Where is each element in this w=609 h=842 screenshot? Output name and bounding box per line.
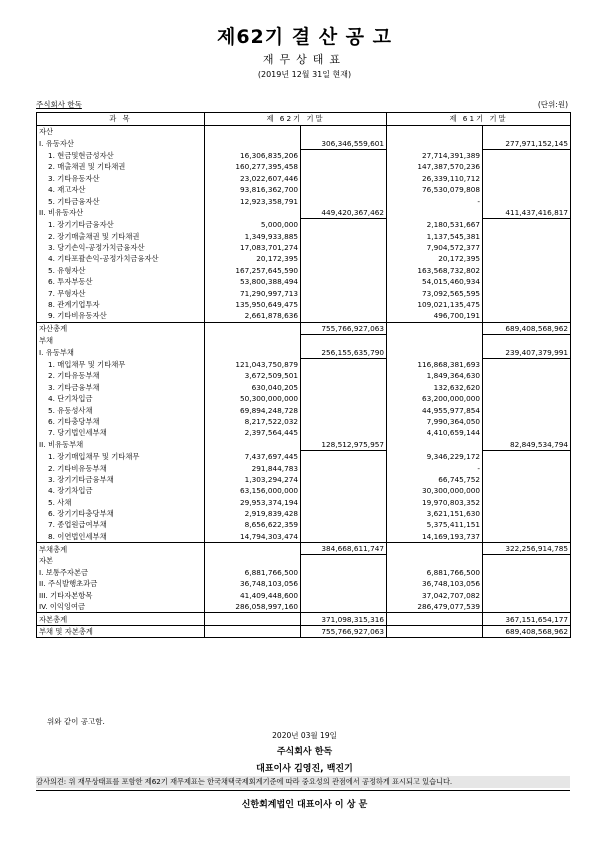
amount-61-detail: 30,300,000,000 [387, 485, 483, 496]
amount-61-subtotal [483, 393, 571, 404]
table-row [37, 310, 571, 322]
amount-61-subtotal [483, 149, 571, 161]
amount-62-subtotal: 449,420,367,462 [301, 207, 387, 219]
amount-61-detail: 116,868,381,693 [387, 358, 483, 370]
row-label: 7. 당기법인세부채 [37, 427, 205, 438]
row-label: 7. 종업원급여부채 [37, 519, 205, 530]
amount-62-detail: 630,040,205 [205, 382, 301, 393]
divider [36, 790, 570, 791]
table-row [37, 137, 571, 149]
table-row [37, 427, 571, 438]
amount-61-subtotal [483, 335, 571, 347]
row-label: 2. 매출채권 및 기타채권 [37, 161, 205, 172]
row-label: 자산 [37, 126, 205, 138]
footer-company: 주식회사 한독 [276, 747, 333, 757]
amount-62-detail: 29,953,374,194 [205, 497, 301, 508]
amount-61-subtotal [483, 382, 571, 393]
table-row [37, 149, 571, 161]
table-row [37, 242, 571, 253]
amount-61-subtotal [483, 474, 571, 485]
amount-62-subtotal: 256,155,635,790 [301, 346, 387, 358]
table-row [37, 555, 571, 567]
amount-61-subtotal [483, 126, 571, 138]
table-row [37, 195, 571, 206]
amount-62-subtotal: 128,512,975,957 [301, 439, 387, 451]
balance-sheet-table [36, 112, 571, 638]
amount-62-detail: 6,881,766,500 [205, 567, 301, 578]
auditor-name: 신한회계법인 대표이사 이 상 문 [241, 800, 368, 810]
row-label: I. 유동부채 [37, 346, 205, 358]
amount-62-subtotal [301, 474, 387, 485]
amount-61-subtotal [483, 485, 571, 496]
amount-62-detail [205, 126, 301, 138]
amount-61-detail: 1,137,545,381 [387, 231, 483, 242]
amount-62-detail: 291,844,783 [205, 462, 301, 473]
table-row [37, 207, 571, 219]
table-row [37, 543, 571, 555]
amount-62-detail: 16,306,835,206 [205, 149, 301, 161]
amount-61-subtotal [483, 358, 571, 370]
table-row [37, 358, 571, 370]
amount-62-detail: 17,083,701,274 [205, 242, 301, 253]
amount-62-subtotal [301, 427, 387, 438]
amount-61-detail [387, 322, 483, 334]
amount-61-subtotal [483, 450, 571, 462]
amount-61-subtotal: 367,151,654,177 [483, 613, 571, 625]
amount-61-detail [387, 625, 483, 637]
amount-62-subtotal [301, 404, 387, 415]
amount-62-detail: 8,217,522,032 [205, 416, 301, 427]
table-row [37, 474, 571, 485]
amount-61-detail: 496,700,191 [387, 310, 483, 322]
amount-62-detail: 160,277,395,458 [205, 161, 301, 172]
amount-61-detail [387, 137, 483, 149]
amount-62-subtotal [301, 497, 387, 508]
amount-61-subtotal: 239,407,379,991 [483, 346, 571, 358]
row-label: 5. 사채 [37, 497, 205, 508]
amount-62-subtotal [301, 358, 387, 370]
row-label: 자본 [37, 555, 205, 567]
row-label: 자본총계 [37, 613, 205, 625]
table-row [37, 567, 571, 578]
amount-61-subtotal [483, 265, 571, 276]
amount-61-subtotal [483, 195, 571, 206]
table-row [37, 253, 571, 264]
amount-62-subtotal [301, 590, 387, 601]
amount-61-detail: - [387, 195, 483, 206]
announcement-date: 2020년 03월 19일 [272, 731, 337, 740]
amount-62-subtotal [301, 531, 387, 543]
row-label: 1. 장기매입채무 및 기타채무 [37, 450, 205, 462]
amount-62-subtotal: 755,766,927,063 [301, 322, 387, 334]
amount-62-subtotal [301, 508, 387, 519]
audit-opinion: 감사의견: 위 재무상태표를 포함한 제62기 재무제표는 한국채택국제회계기준에 따라 중요성의 관점에서 공정하게 표시되고 있습니다. [36, 776, 570, 788]
amount-62-subtotal [301, 393, 387, 404]
amount-61-detail: 19,970,803,352 [387, 497, 483, 508]
row-label: 3. 기타금융부채 [37, 382, 205, 393]
amount-61-detail [387, 126, 483, 138]
amount-61-detail: 109,021,135,475 [387, 299, 483, 310]
row-label: II. 비유동자산 [37, 207, 205, 219]
row-label: II. 주식발행초과금 [37, 578, 205, 589]
row-label: 2. 기타비유동부채 [37, 462, 205, 473]
amount-62-detail: 2,661,878,636 [205, 310, 301, 322]
row-label: 부채총계 [37, 543, 205, 555]
amount-61-subtotal: 277,971,152,145 [483, 137, 571, 149]
amount-61-detail [387, 543, 483, 555]
amount-62-detail: 63,156,000,000 [205, 485, 301, 496]
amount-61-detail: 73,092,565,595 [387, 287, 483, 298]
col-header-period-61: 제 61기 기말 [387, 113, 571, 126]
row-label: 2. 기타유동부채 [37, 370, 205, 381]
row-label: 5. 유형자산 [37, 265, 205, 276]
amount-61-subtotal [483, 242, 571, 253]
amount-61-subtotal [483, 299, 571, 310]
amount-62-detail: 5,000,000 [205, 219, 301, 231]
amount-61-detail: 63,200,000,000 [387, 393, 483, 404]
amount-61-subtotal [483, 578, 571, 589]
table-row [37, 265, 571, 276]
amount-62-subtotal [301, 126, 387, 138]
amount-62-subtotal [301, 149, 387, 161]
amount-62-detail: 14,794,303,474 [205, 531, 301, 543]
row-label: IV. 이익잉여금 [37, 601, 205, 613]
row-label: 1. 현금및현금성자산 [37, 149, 205, 161]
table-row [37, 161, 571, 172]
row-label: 3. 당기손익-공정가치금융자산 [37, 242, 205, 253]
row-label: 8. 관계기업투자 [37, 299, 205, 310]
amount-62-subtotal [301, 382, 387, 393]
row-label: 3. 장기기타금융부채 [37, 474, 205, 485]
amount-61-subtotal [483, 287, 571, 298]
table-row [37, 601, 571, 613]
amount-62-subtotal [301, 231, 387, 242]
amount-61-subtotal [483, 508, 571, 519]
row-label: 1. 매입채무 및 기타채무 [37, 358, 205, 370]
amount-62-subtotal [301, 567, 387, 578]
amount-61-subtotal [483, 601, 571, 613]
amount-62-subtotal [301, 462, 387, 473]
amount-61-detail: 2,180,531,667 [387, 219, 483, 231]
amount-61-detail: 5,375,411,151 [387, 519, 483, 530]
amount-61-detail: 66,745,752 [387, 474, 483, 485]
row-label: 자산총계 [37, 322, 205, 334]
amount-62-subtotal [301, 335, 387, 347]
amount-61-detail: 54,015,460,934 [387, 276, 483, 287]
amount-61-detail: 44,955,977,854 [387, 404, 483, 415]
amount-62-subtotal: 371,098,315,316 [301, 613, 387, 625]
row-label: 9. 기타비유동자산 [37, 310, 205, 322]
amount-61-subtotal [483, 173, 571, 184]
amount-62-subtotal [301, 173, 387, 184]
amount-61-subtotal [483, 276, 571, 287]
amount-62-subtotal [301, 555, 387, 567]
row-label: 7. 무형자산 [37, 287, 205, 298]
amount-62-subtotal [301, 265, 387, 276]
amount-62-detail: 2,397,564,445 [205, 427, 301, 438]
amount-61-subtotal [483, 370, 571, 381]
row-label: 3. 기타유동자산 [37, 173, 205, 184]
amount-61-subtotal [483, 231, 571, 242]
amount-62-detail: 71,290,997,713 [205, 287, 301, 298]
table-row [37, 497, 571, 508]
table-body [37, 126, 571, 638]
amount-61-subtotal [483, 184, 571, 195]
amount-61-detail: 286,479,077,539 [387, 601, 483, 613]
amount-62-subtotal [301, 519, 387, 530]
table-row [37, 439, 571, 451]
amount-61-subtotal [483, 462, 571, 473]
amount-62-subtotal: 306,346,559,601 [301, 137, 387, 149]
amount-61-detail: 7,904,572,377 [387, 242, 483, 253]
amount-62-detail [205, 346, 301, 358]
announcement-note: 위와 같이 공고함. [47, 717, 105, 726]
amount-62-subtotal [301, 310, 387, 322]
amount-61-detail [387, 346, 483, 358]
amount-62-detail: 2,919,839,428 [205, 508, 301, 519]
amount-62-detail [205, 322, 301, 334]
table-row [37, 590, 571, 601]
amount-61-subtotal [483, 219, 571, 231]
amount-62-detail [205, 625, 301, 637]
amount-62-detail: 23,022,607,446 [205, 173, 301, 184]
amount-62-detail [205, 555, 301, 567]
company-name: 주식회사 한독 [36, 100, 82, 109]
amount-61-detail [387, 335, 483, 347]
amount-62-detail [205, 335, 301, 347]
table-row [37, 531, 571, 543]
table-row [37, 462, 571, 473]
amount-61-subtotal [483, 427, 571, 438]
amount-61-detail: 36,748,103,056 [387, 578, 483, 589]
row-label: I. 유동자산 [37, 137, 205, 149]
amount-62-detail: 167,257,645,590 [205, 265, 301, 276]
amount-61-subtotal [483, 161, 571, 172]
row-label: III. 기타자본항목 [37, 590, 205, 601]
report-date: (2019년 12월 31일 현재) [257, 70, 352, 79]
amount-62-detail: 93,816,362,700 [205, 184, 301, 195]
amount-62-detail: 286,058,997,160 [205, 601, 301, 613]
table-row [37, 625, 571, 637]
amount-61-detail: 1,849,364,630 [387, 370, 483, 381]
table-row [37, 393, 571, 404]
amount-62-detail: 1,349,933,885 [205, 231, 301, 242]
table-row [37, 382, 571, 393]
col-header-account: 과 목 [37, 113, 205, 126]
amount-61-subtotal: 689,408,568,962 [483, 322, 571, 334]
amount-62-subtotal [301, 485, 387, 496]
table-row [37, 613, 571, 625]
table-row [37, 370, 571, 381]
table-row [37, 287, 571, 298]
row-label: 8. 이연법인세부채 [37, 531, 205, 543]
table-row [37, 322, 571, 334]
amount-62-detail [205, 207, 301, 219]
amount-62-subtotal [301, 299, 387, 310]
row-label: 6. 기타충당부채 [37, 416, 205, 427]
amount-62-subtotal [301, 287, 387, 298]
amount-62-detail: 3,672,509,501 [205, 370, 301, 381]
amount-62-detail: 12,923,358,791 [205, 195, 301, 206]
amount-62-subtotal [301, 276, 387, 287]
table-row [37, 276, 571, 287]
row-label: 2. 장기매출채권 및 기타채권 [37, 231, 205, 242]
amount-62-subtotal [301, 450, 387, 462]
amount-62-subtotal [301, 161, 387, 172]
row-label: I. 보통주자본금 [37, 567, 205, 578]
table-row [37, 416, 571, 427]
amount-61-detail: 3,621,151,630 [387, 508, 483, 519]
document-subtitle: 재무상태표 [262, 53, 347, 66]
amount-62-subtotal [301, 184, 387, 195]
amount-62-detail [205, 543, 301, 555]
table-row [37, 578, 571, 589]
amount-61-subtotal [483, 416, 571, 427]
row-label: 부채 [37, 335, 205, 347]
row-label: 4. 재고자산 [37, 184, 205, 195]
amount-61-detail: 76,530,079,808 [387, 184, 483, 195]
amount-62-subtotal: 755,766,927,063 [301, 625, 387, 637]
amount-61-detail [387, 555, 483, 567]
amount-62-detail: 50,300,000,000 [205, 393, 301, 404]
row-label: 5. 기타금융자산 [37, 195, 205, 206]
amount-62-subtotal [301, 416, 387, 427]
amount-61-detail: 27,714,391,389 [387, 149, 483, 161]
page-title: 제62기 결 산 공 고 [216, 26, 393, 48]
row-label: 1. 장기기타금융자산 [37, 219, 205, 231]
amount-61-subtotal [483, 310, 571, 322]
amount-61-subtotal [483, 497, 571, 508]
table-row [37, 508, 571, 519]
amount-61-detail [387, 207, 483, 219]
amount-62-detail: 7,437,697,445 [205, 450, 301, 462]
table-row [37, 346, 571, 358]
amount-62-subtotal [301, 578, 387, 589]
amount-62-detail: 135,950,649,475 [205, 299, 301, 310]
amount-62-detail: 121,043,750,879 [205, 358, 301, 370]
amount-61-detail: 7,990,364,050 [387, 416, 483, 427]
row-label: II. 비유동부채 [37, 439, 205, 451]
table-row [37, 335, 571, 347]
amount-62-subtotal [301, 219, 387, 231]
amount-62-detail: 41,409,448,600 [205, 590, 301, 601]
row-label: 부채 및 자본총계 [37, 625, 205, 637]
table-row [37, 519, 571, 530]
amount-61-detail: 9,346,229,172 [387, 450, 483, 462]
table-row [37, 173, 571, 184]
amount-61-detail: 147,387,570,236 [387, 161, 483, 172]
amount-61-subtotal [483, 404, 571, 415]
row-label: 5. 유동성사채 [37, 404, 205, 415]
table-row [37, 231, 571, 242]
amount-61-detail [387, 439, 483, 451]
amount-61-detail [387, 613, 483, 625]
table-row [37, 126, 571, 138]
amount-61-subtotal: 322,256,914,785 [483, 543, 571, 555]
amount-61-detail: 14,169,193,737 [387, 531, 483, 543]
amount-62-detail: 69,894,248,728 [205, 404, 301, 415]
amount-61-detail: 163,568,732,802 [387, 265, 483, 276]
row-label: 6. 장기기타충당부채 [37, 508, 205, 519]
amount-61-subtotal [483, 253, 571, 264]
amount-61-detail: - [387, 462, 483, 473]
col-header-period-62: 제 62기 기말 [205, 113, 387, 126]
amount-62-detail [205, 613, 301, 625]
table-row [37, 299, 571, 310]
amount-61-subtotal [483, 531, 571, 543]
unit-label: (단위:원) [537, 100, 568, 109]
amount-62-detail [205, 137, 301, 149]
amount-61-detail: 4,410,659,144 [387, 427, 483, 438]
amount-62-subtotal [301, 242, 387, 253]
row-label: 4. 기타포괄손익-공정가치금융자산 [37, 253, 205, 264]
amount-62-subtotal: 384,668,611,747 [301, 543, 387, 555]
table-header-row [37, 113, 571, 126]
amount-61-subtotal [483, 519, 571, 530]
amount-62-subtotal [301, 195, 387, 206]
amount-62-subtotal [301, 601, 387, 613]
table-row [37, 485, 571, 496]
amount-61-subtotal [483, 567, 571, 578]
amount-61-subtotal [483, 590, 571, 601]
footer-ceo: 대표이사 김영진, 백진기 [256, 764, 353, 774]
row-label: 6. 투자부동산 [37, 276, 205, 287]
table-row [37, 404, 571, 415]
amount-62-detail: 8,656,622,359 [205, 519, 301, 530]
table-row [37, 450, 571, 462]
amount-62-subtotal [301, 370, 387, 381]
amount-61-subtotal: 82,849,534,794 [483, 439, 571, 451]
table-row [37, 184, 571, 195]
amount-61-subtotal: 689,408,568,962 [483, 625, 571, 637]
amount-61-detail: 20,172,395 [387, 253, 483, 264]
amount-62-detail [205, 439, 301, 451]
amount-61-detail: 132,632,620 [387, 382, 483, 393]
amount-62-detail: 20,172,395 [205, 253, 301, 264]
amount-62-detail: 1,303,294,274 [205, 474, 301, 485]
row-label: 4. 장기차입금 [37, 485, 205, 496]
amount-62-detail: 53,800,388,494 [205, 276, 301, 287]
table-row [37, 219, 571, 231]
amount-61-detail: 6,881,766,500 [387, 567, 483, 578]
amount-62-detail: 36,748,103,056 [205, 578, 301, 589]
amount-61-detail: 37,042,707,082 [387, 590, 483, 601]
amount-61-detail: 26,339,110,712 [387, 173, 483, 184]
amount-62-subtotal [301, 253, 387, 264]
row-label: 4. 단기차입금 [37, 393, 205, 404]
amount-61-subtotal [483, 555, 571, 567]
amount-61-subtotal: 411,437,416,817 [483, 207, 571, 219]
